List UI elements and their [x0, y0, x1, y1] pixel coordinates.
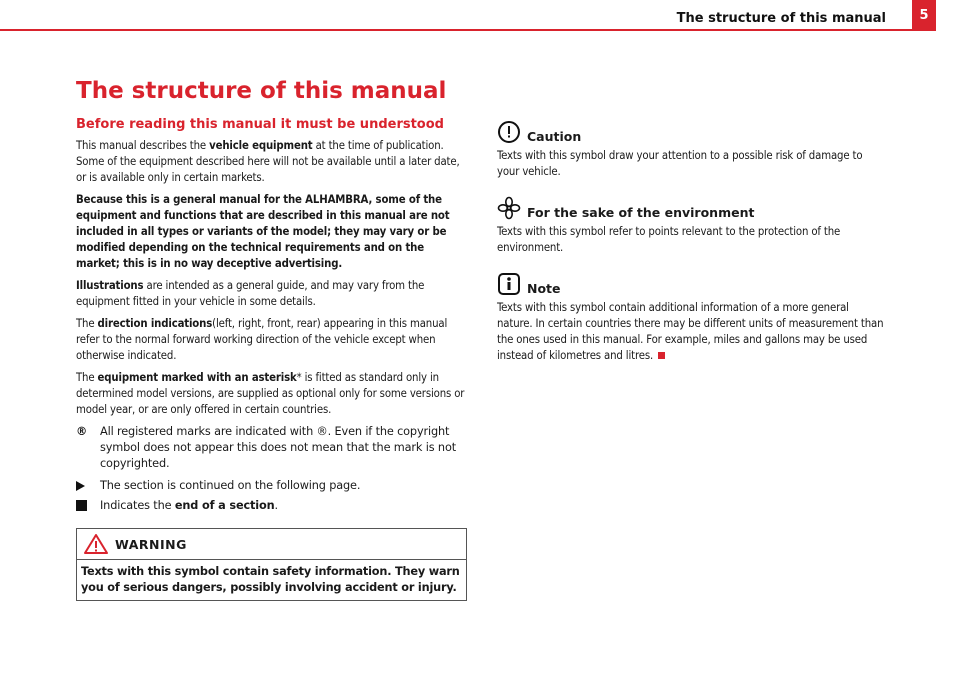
list-item-registered — [76, 424, 466, 472]
note-info-icon — [497, 272, 521, 296]
illustrations-paragraph: Illustrations are intended as a general guide, and may vary from the equipment fitted in your vehicle in some details. — [76, 279, 425, 308]
end-section-text: Indicates the end of a section. — [100, 499, 278, 512]
list-item-end-section — [76, 498, 466, 516]
right-column — [497, 120, 887, 380]
note-label: Note — [527, 281, 561, 296]
section-subheading: Before reading this manual it must be understood — [76, 117, 444, 132]
asterisk-paragraph: The equipment marked with an asterisk* is fitted as standard only in determined model versions, are supplied as optional only for some versions or model year, or are only offered in certain countries. — [76, 371, 465, 416]
caution-text: Texts with this symbol draw your attention to a possible risk of damage to your vehicle. — [497, 149, 863, 178]
intro-paragraph: This manual describes the vehicle equipment at the time of publication. Some of the equipment described here will not be available until a later date, or is available only in certain markets. — [76, 139, 460, 184]
caution-circle-icon — [497, 120, 521, 144]
arrow-right-icon — [76, 481, 85, 491]
note-text: Texts with this symbol contain additional information of a more general nature. In certain countries there may be different units of measurement than the ones used in this manual. For example, miles and gallons may be used instead of kilometres and litres. — [497, 301, 884, 362]
environment-text: Texts with this symbol refer to points relevant to the protection of the environment. — [497, 225, 841, 254]
registered-text: All registered marks are indicated with ®. Even if the copyright symbol does not appear this does not mean that the mark is not copyrighted. — [100, 425, 456, 470]
end-of-section-red-icon — [658, 352, 665, 359]
registered-symbol: ® — [76, 425, 88, 438]
environment-notice — [497, 196, 887, 256]
continued-text: The section is continued on the following page. — [100, 479, 361, 492]
warning-label: WARNING — [115, 536, 187, 552]
list-item-continued — [76, 478, 466, 496]
page-title: The structure of this manual — [76, 78, 447, 104]
caution-notice — [497, 120, 887, 180]
environment-flower-icon — [497, 196, 521, 220]
left-column — [76, 117, 466, 601]
warning-header — [77, 529, 466, 560]
warning-box — [76, 528, 467, 601]
running-header-title: The structure of this manual — [676, 11, 886, 26]
header-rule — [0, 29, 936, 31]
warning-triangle-icon — [83, 533, 109, 555]
end-of-section-icon — [76, 500, 87, 511]
direction-paragraph: The direction indications(left, right, front, rear) appearing in this manual refer to the normal forward working direction of the vehicle except when otherwise indicated. — [76, 317, 448, 362]
note-notice — [497, 272, 887, 364]
environment-label: For the sake of the environment — [527, 205, 755, 220]
caution-label: Caution — [527, 129, 582, 144]
general-manual-paragraph: Because this is a general manual for the ALHAMBRA, some of the equipment and functions that are described in this manual are not included in all types or variants of the model; they may vary or be modified depending on the technical requirements and on the market; this is in no way deceptive advertising. — [76, 193, 450, 270]
page-number: 5 — [912, 0, 936, 30]
warning-text: Texts with this symbol contain safety information. They warn you of serious dangers, possibly involving accident or injury. — [81, 565, 460, 594]
